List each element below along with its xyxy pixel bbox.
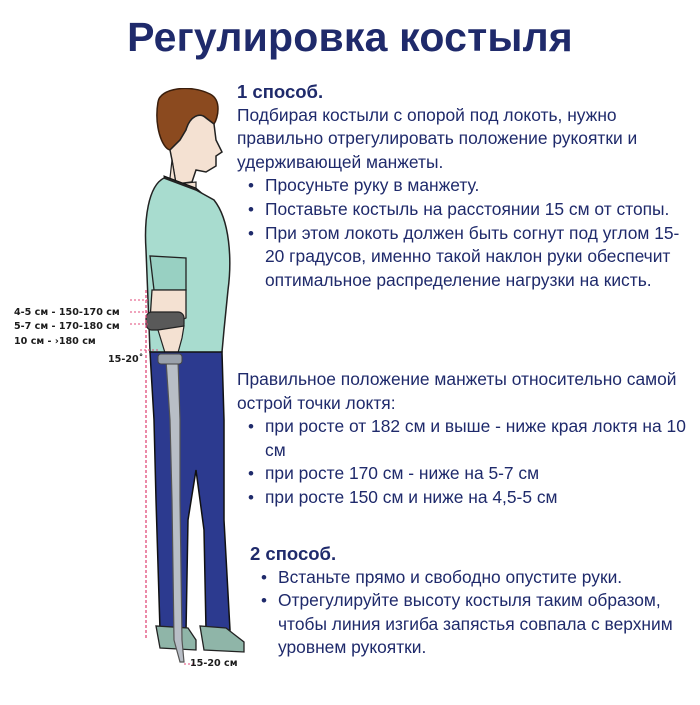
angle-label: 15-20˚	[108, 354, 144, 365]
cuff-item: • при росте 150 см и ниже на 4,5-5 см	[265, 486, 693, 510]
person-with-crutch-illustration	[0, 88, 250, 700]
method-2-item: • Отрегулируйте высоту костыля таким образом, чтобы линия изгиба запястья совпала с верхним уровнем рукоятки.	[278, 589, 690, 660]
method-1-list	[237, 174, 693, 292]
method-1-section	[237, 80, 693, 292]
method-2-list	[250, 566, 690, 660]
cuff-item: • при росте 170 см - ниже на 5-7 см	[265, 462, 693, 486]
method-1-heading: 1 способ.	[237, 81, 324, 102]
method-1-item: • Поставьте костыль на расстоянии 15 см от стопы.	[265, 198, 693, 222]
method-1-item: • При этом локоть должен быть согнут под углом 15-20 градусов, именно такой наклон руки обеспечит оптимальное распределение нагрузки на кисть.	[265, 222, 693, 293]
shoe-front	[200, 626, 244, 652]
sleeve	[150, 256, 186, 290]
cuff-list	[237, 415, 693, 509]
distance-label: 15-20 см	[190, 658, 238, 669]
page-title: Регулировка костыля	[127, 14, 573, 60]
trousers	[150, 352, 230, 632]
method-2-heading: 2 способ.	[250, 543, 337, 564]
cuff-position-section	[237, 368, 693, 510]
illustration-svg	[0, 88, 250, 700]
crutch-handle	[158, 354, 182, 364]
cuff-intro: Правильное положение манжеты относительно самой острой точки локтя:	[237, 369, 677, 413]
cuff-label-170-180: 5-7 см - 170-180 см	[14, 321, 120, 332]
cuff-label-180: 10 см - ›180 см	[14, 336, 96, 347]
method-2-item: • Встаньте прямо и свободно опустите руки.	[278, 566, 690, 590]
cuff-label-150-170: 4-5 см - 150-170 см	[14, 307, 120, 318]
method-1-item: • Просуньте руку в манжету.	[265, 174, 693, 198]
method-1-intro: Подбирая костыли с опорой под локоть, нужно правильно отрегулировать положение рукоятки и удерживающей манжеты.	[237, 104, 638, 172]
cuff-item: • при росте от 182 см и выше - ниже края локтя на 10 см	[265, 415, 693, 462]
method-2-section	[250, 542, 690, 660]
